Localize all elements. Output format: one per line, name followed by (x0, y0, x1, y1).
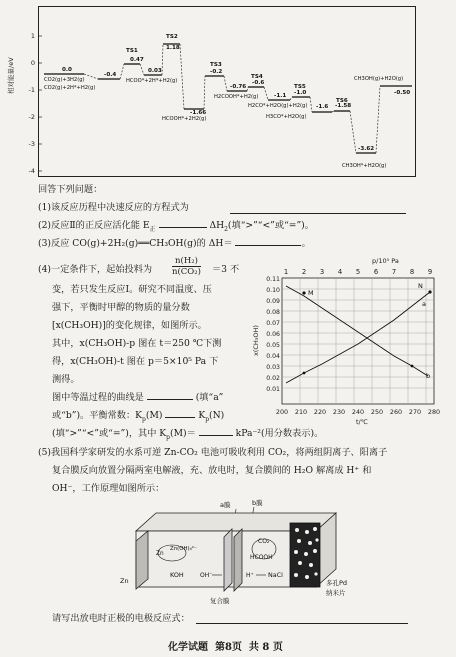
svg-text:5: 5 (355, 268, 361, 276)
point-label-m: M (308, 289, 314, 297)
energy-level-value: 0.0 (62, 67, 72, 73)
q4-answer-blank-kp[interactable] (199, 435, 233, 436)
zn-electrode (136, 531, 148, 589)
energy-ytick: -4 (28, 167, 35, 175)
species-label: H3CO*+H2O(g) (266, 114, 307, 120)
energy-level-value: 0.47 (130, 57, 144, 63)
svg-text:220: 220 (313, 408, 327, 416)
ts-label: TS6 (336, 98, 348, 104)
energy-ytick: 1 (30, 32, 35, 40)
species-label: CO2(g)+3H2(g) (44, 77, 85, 83)
co2-label: CO₂ (258, 538, 270, 545)
page-footer: 化学试题 第8页 共 8 页 (168, 642, 283, 653)
svg-text:200: 200 (275, 408, 289, 416)
energy-ylabel: 相对能量/eV (7, 57, 15, 94)
svg-text:3: 3 (319, 268, 325, 276)
q5-ask: 请写出放电时正极的电极反应式： (52, 613, 190, 624)
svg-text:0.05: 0.05 (266, 342, 280, 349)
species-label: H2CO*+H2O(g)+H2(g) (248, 103, 308, 109)
energy-ytick: 0 (30, 59, 35, 67)
chart-ylabel: x(CH₃OH) (252, 325, 260, 356)
zn-inner-label: Zn (156, 551, 164, 557)
question-1 (38, 202, 189, 214)
energy-level-value: -1.6 (316, 104, 329, 110)
svg-text:260: 260 (389, 408, 403, 416)
ts-label: TS3 (210, 62, 222, 68)
q5-line: 复合膜反向放置分隔两室电解液，充、放电时，复合膜间的 H₂O 解离成 H⁺ 和 (52, 465, 372, 476)
energy-level-value: -1.0 (294, 90, 307, 96)
svg-text:0.02: 0.02 (266, 375, 280, 382)
question-3: (3)反应 CO(g)+2H₂(g)══CH₃OH(g)的 ΔH＝ 。 (38, 238, 311, 249)
svg-text:0.06: 0.06 (266, 331, 280, 338)
nacl-label: NaCl (268, 571, 283, 579)
membrane-b-label: b膜 (252, 499, 263, 507)
energy-ytick: -1 (28, 86, 35, 94)
energy-level-value: -3.62 (358, 146, 375, 152)
energy-axis (38, 36, 42, 171)
svg-text:7: 7 (391, 268, 397, 276)
bottom-ticks (276, 408, 440, 416)
hcooh-label: HCOOH (250, 554, 273, 561)
ts-label: TS1 (126, 48, 138, 54)
svg-text:210: 210 (294, 408, 308, 416)
zn-electrode-label: Zn (120, 577, 129, 585)
q4-eq: ＝3 不 (212, 264, 240, 275)
question-2: (2)反应Ⅱ的正反应活化能 $E_正$ $\Delta H_2$(填“>”“<”或“=”)。 (38, 220, 314, 233)
energy-profile-svg (0, 0, 420, 180)
q1-text: (1)该反应历程中决速反应的方程式为 (38, 202, 189, 213)
q4-fraction: n(H₂) n(CO₂) (172, 256, 201, 277)
top-ticks (284, 268, 432, 276)
svg-text:0.10: 0.10 (266, 287, 280, 294)
zn-co2-cell-diagram (116, 497, 356, 609)
energy-ytick: -3 (28, 140, 35, 148)
svg-text:0.11: 0.11 (266, 276, 280, 283)
q4-line: [x(CH₃OH)]的变化规律，如图所示。 (52, 320, 207, 331)
membrane-b (234, 529, 242, 591)
point-label-n: N (418, 282, 423, 290)
q5-answer-blank[interactable] (196, 623, 408, 624)
pd-label-2: 纳米片 (326, 589, 346, 597)
q4-line: 强下，平衡时甲醇的物质的量分数 (52, 302, 190, 313)
q4-answer-line-3: (填“>”“<”或“=”)，其中 $K_p(M)= kPa^{-2}$(用分数表示)。 (52, 428, 324, 441)
top-axis-label: p/10⁵ Pa (372, 257, 399, 265)
curve-label-b: b (426, 372, 431, 380)
svg-text:270: 270 (408, 408, 422, 416)
q4-answer-line-1: 图中等温过程的曲线是 (填“a” (52, 392, 224, 403)
curve-label-a: a (422, 300, 426, 308)
q4-line: 变，若只发生反应Ⅰ。研究不同温度、压 (52, 284, 212, 295)
q2-answer-blank[interactable] (159, 227, 207, 228)
prompt-text: 回答下列问题： (38, 184, 103, 195)
ts-label: TS5 (294, 84, 306, 90)
svg-text:250: 250 (370, 408, 384, 416)
zn-complex-label: Zn(OH)₄²⁻ (170, 546, 197, 552)
svg-text:1: 1 (283, 268, 289, 276)
h-mid-label: H⁺ (246, 572, 254, 579)
q2-text: (2)反应Ⅱ的正反应活化能 E (38, 220, 150, 231)
question-4-intro: (4)一定条件下，起始投料为 (38, 264, 153, 275)
energy-ytick: -2 (28, 113, 35, 121)
svg-text:6: 6 (373, 268, 379, 276)
energy-level-value: -1.58 (335, 103, 352, 109)
svg-text:9: 9 (427, 268, 433, 276)
q3-answer-blank[interactable] (235, 245, 301, 246)
svg-text:0.04: 0.04 (266, 353, 280, 360)
membrane-a-label: a膜 (220, 501, 231, 509)
svg-text:280: 280 (427, 408, 441, 416)
pd-label-1: 多孔Pd (326, 579, 348, 587)
species-label: HCOO*+2H*+H2(g) (126, 78, 178, 84)
q5-line: (5)我国科学家研发的水系可逆 Zn-CO₂ 电池可吸收利用 CO₂，将两组阴离子、阳离子 (38, 447, 388, 458)
svg-text:0.01: 0.01 (266, 386, 280, 393)
energy-level-value: -0.2 (210, 69, 223, 75)
ts-label: TS4 (251, 74, 263, 80)
chart-points (302, 290, 431, 374)
q4-line: 得，x(CH₃OH)-t 图在 p＝5×10⁵ Pa 下 (52, 356, 219, 367)
q4-line: 测得。 (52, 374, 80, 385)
equilibrium-chart (252, 256, 452, 446)
q3-text: (3)反应 CO(g)+2H₂(g)══CH₃OH(g)的 ΔH＝ (38, 238, 233, 249)
oh-mid-label: OH⁻ (200, 572, 213, 579)
svg-text:4: 4 (337, 268, 343, 276)
koh-label: KOH (170, 571, 184, 579)
energy-level-value: -0.4 (104, 72, 117, 78)
species-label: CH3OH*+H2O(g) (342, 163, 387, 169)
membrane-a (224, 529, 232, 591)
species-label: CO2(g)+2H*+H2(g) (44, 85, 96, 91)
composite-membrane-label: 复合膜 (210, 597, 230, 605)
y-ticks (266, 276, 280, 393)
q1-answer-blank[interactable] (230, 213, 406, 214)
energy-level-value: 0.03 (148, 68, 162, 74)
svg-text:0.08: 0.08 (266, 309, 280, 316)
energy-level-value: -1.1 (274, 93, 287, 99)
bottom-axis-label: t/℃ (356, 418, 368, 426)
q4-answer-blank-curve[interactable] (147, 399, 193, 400)
energy-level-value: -0.6 (252, 80, 265, 86)
energy-level-value: 1.18 (166, 45, 180, 51)
species-label: CH3OH(g)+H2O(g) (354, 76, 404, 82)
energy-level-value: -1.66 (190, 110, 207, 116)
species-label: H2COOH*+H2(g) (214, 94, 259, 100)
energy-level-value: -0.76 (230, 84, 247, 90)
q4-line: 其中，x(CH₃OH)-p 图在 t＝250 ℃下测 (52, 338, 222, 349)
svg-text:240: 240 (351, 408, 365, 416)
svg-text:8: 8 (409, 268, 415, 276)
ts-label: TS2 (166, 34, 178, 40)
svg-text:0.03: 0.03 (266, 364, 280, 371)
energy-level-value: -0.50 (394, 90, 411, 96)
svg-text:230: 230 (332, 408, 346, 416)
svg-text:0.07: 0.07 (266, 320, 280, 327)
q4-answer-blank-k[interactable] (165, 417, 195, 418)
curve-a (286, 292, 430, 383)
q5-line: OH⁻，工作原理如图所示： (52, 483, 165, 494)
species-label: HCOOH*+2H2(g) (162, 116, 207, 122)
svg-text:2: 2 (301, 268, 307, 276)
svg-text:0.09: 0.09 (266, 298, 280, 305)
q4-answer-line-2: 或“b”)。平衡常数：$K_p(M)$ $K_p(N)$ (52, 410, 225, 423)
curve-b (286, 286, 428, 376)
